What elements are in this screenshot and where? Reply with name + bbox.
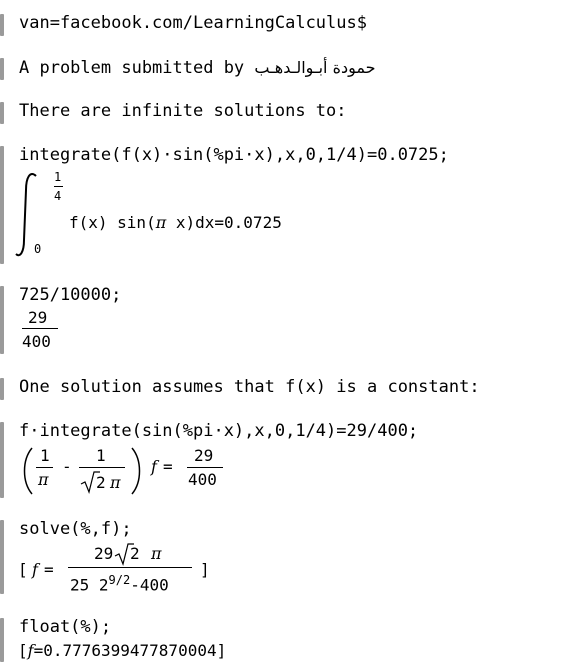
input-float[interactable]: float(%); bbox=[19, 617, 112, 637]
submitter-name: حمودة أبـوالـدهـب bbox=[254, 58, 376, 77]
sol-bar bbox=[68, 567, 192, 568]
cell-bracket[interactable] bbox=[0, 14, 4, 36]
cell-bracket[interactable] bbox=[0, 520, 4, 594]
input-integrate[interactable]: integrate(f(x)·sin(%pi·x),x,0,1/4)=0.0725; bbox=[19, 145, 449, 165]
cell-text-submitted[interactable] bbox=[19, 58, 376, 78]
minus-sign: - bbox=[62, 457, 72, 476]
upper-limit-bar bbox=[54, 186, 63, 187]
sol-num-sqrt: 2 bbox=[130, 544, 140, 563]
frac2-bar bbox=[79, 467, 125, 468]
frac1-den: π bbox=[38, 470, 49, 489]
paren-left-icon bbox=[20, 446, 34, 496]
input-f-integrate[interactable]: f·integrate(sin(%pi·x),x,0,1/4)=29/400; bbox=[19, 421, 419, 441]
cell-bracket[interactable] bbox=[0, 286, 4, 354]
cell-bracket[interactable] bbox=[0, 146, 4, 264]
var-f: f bbox=[32, 560, 38, 579]
rhs-den: 400 bbox=[188, 470, 217, 489]
cell-text-infinite[interactable]: There are infinite solutions to: bbox=[19, 101, 347, 121]
input-ratio[interactable]: 725/10000; bbox=[19, 285, 122, 305]
sol-num-coef: 29 bbox=[94, 544, 114, 563]
cell-bracket[interactable] bbox=[0, 378, 4, 400]
sol-den: 25 $2^{9/2}-400$ bbox=[70, 573, 169, 595]
var-f: f bbox=[151, 457, 157, 476]
paren-right-icon bbox=[130, 446, 144, 496]
cell-bracket[interactable] bbox=[0, 58, 4, 80]
cell-bracket[interactable] bbox=[0, 618, 4, 662]
list-open: [ bbox=[18, 560, 28, 579]
cell-text-constant[interactable]: One solution assumes that f(x) is a constant: bbox=[19, 377, 480, 397]
list-close: ] bbox=[200, 560, 210, 579]
input-solve[interactable]: solve(%,f); bbox=[19, 519, 132, 539]
result-bar bbox=[22, 328, 58, 329]
float-result: [f=0.7776399477870004] bbox=[18, 641, 227, 660]
rhs-bar bbox=[187, 467, 223, 468]
equals-sign: = bbox=[163, 457, 173, 476]
equals-sign: = bbox=[44, 560, 54, 579]
frac2-num: 1 bbox=[96, 446, 106, 465]
cell-bracket[interactable] bbox=[0, 102, 4, 124]
rhs-num: 29 bbox=[194, 446, 214, 465]
upper-limit-num: 1 bbox=[54, 170, 62, 184]
submitted-prefix: A problem submitted by bbox=[19, 58, 255, 78]
integrand: f(x) sin(π x)dx=0.0725 bbox=[69, 213, 282, 232]
cell-text-van[interactable]: van=facebook.com/LearningCalculus$ bbox=[19, 13, 367, 33]
frac1-bar bbox=[36, 467, 53, 468]
cell-bracket[interactable] bbox=[0, 422, 4, 498]
lower-limit: 0 bbox=[34, 242, 42, 256]
result-num: 29 bbox=[28, 308, 48, 327]
result-den: 400 bbox=[22, 332, 51, 351]
sol-num-pi: π bbox=[151, 544, 162, 563]
frac1-num: 1 bbox=[40, 446, 50, 465]
frac2-pi: π bbox=[110, 473, 121, 492]
upper-limit-den: 4 bbox=[54, 189, 62, 203]
sqrt-arg: 2 bbox=[96, 473, 106, 492]
